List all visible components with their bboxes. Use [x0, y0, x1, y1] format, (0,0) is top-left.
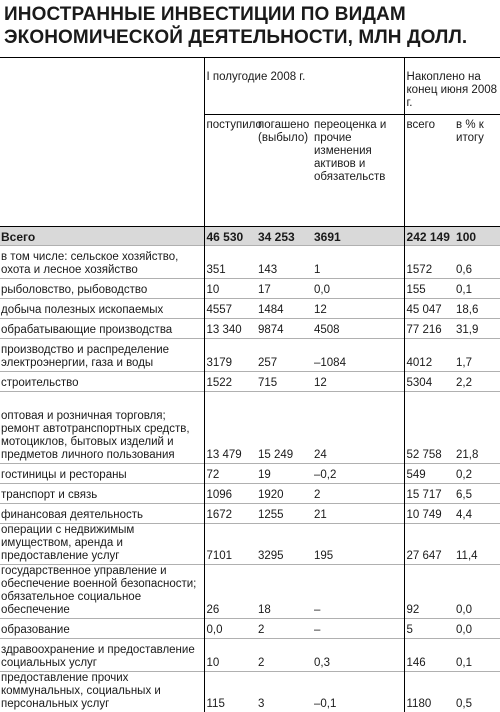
cell-repaid: 2 [256, 639, 312, 672]
cell-percent: 0,5 [454, 672, 500, 712]
table-row [0, 672, 500, 712]
cell-total: 10 749 [404, 504, 454, 524]
cell-total: 45 047 [404, 299, 454, 319]
cell-percent: 2,2 [454, 372, 500, 392]
cell-received: 0,0 [204, 619, 256, 639]
cell-repaid: 1255 [256, 504, 312, 524]
row-label: добыча полезных ископаемых [0, 299, 204, 319]
cell-received: 1522 [204, 372, 256, 392]
table-row [0, 524, 500, 565]
cell-received: 72 [204, 464, 256, 484]
cell-repaid: 257 [256, 339, 312, 372]
cell-percent: 31,9 [454, 319, 500, 339]
cell-repaid: 18 [256, 565, 312, 619]
cell-revaluation: –0,1 [312, 672, 404, 712]
cell-received: 7101 [204, 524, 256, 565]
cell-percent: 0,0 [454, 619, 500, 639]
table-row [0, 372, 500, 392]
table-row [0, 504, 500, 524]
table-row [0, 246, 500, 279]
cell-received: 1672 [204, 504, 256, 524]
row-label: здравоохранение и предоставление социальных услуг [0, 639, 204, 672]
row-label: в том числе: сельское хозяйство, охота и лесное хозяйство [0, 246, 204, 279]
row-label: рыболовство, рыбоводство [0, 279, 204, 299]
cell-percent: 100 [454, 227, 500, 246]
header-blank [0, 58, 204, 115]
cell-total: 146 [404, 639, 454, 672]
table-row [0, 392, 500, 464]
cell-revaluation: – [312, 619, 404, 639]
cell-percent: 11,4 [454, 524, 500, 565]
cell-revaluation: –0,2 [312, 464, 404, 484]
cell-received: 3179 [204, 339, 256, 372]
cell-received: 10 [204, 639, 256, 672]
row-label: финансовая деятельность [0, 504, 204, 524]
cell-revaluation: 24 [312, 392, 404, 464]
cell-percent: 6,5 [454, 484, 500, 504]
row-label: транспорт и связь [0, 484, 204, 504]
cell-repaid: 1484 [256, 299, 312, 319]
header-col-revaluation: переоценка и прочие изменения активов и обязательств [312, 115, 404, 227]
cell-total: 4012 [404, 339, 454, 372]
row-label: строительство [0, 372, 204, 392]
row-label: Всего [0, 227, 204, 246]
cell-percent: 21,8 [454, 392, 500, 464]
cell-received: 26 [204, 565, 256, 619]
cell-revaluation: 21 [312, 504, 404, 524]
table-row [0, 319, 500, 339]
cell-received: 13 479 [204, 392, 256, 464]
cell-percent: 0,1 [454, 279, 500, 299]
header-row-periods [0, 58, 500, 115]
cell-percent: 0,6 [454, 246, 500, 279]
cell-total: 52 758 [404, 392, 454, 464]
cell-total: 155 [404, 279, 454, 299]
cell-received: 115 [204, 672, 256, 712]
header-col-received: поступило [204, 115, 256, 227]
cell-total: 242 149 [404, 227, 454, 246]
header-period-accumulated: Накоплено на конец июня 2008 г. [404, 58, 500, 115]
cell-repaid: 15 249 [256, 392, 312, 464]
cell-received: 13 340 [204, 319, 256, 339]
header-col-percent: в % к итогу [454, 115, 500, 227]
cell-revaluation: –1084 [312, 339, 404, 372]
row-label: производство и распределение электроэнергии, газа и воды [0, 339, 204, 372]
row-label: операции с недвижимым имуществом, аренда и предоставление услуг [0, 524, 204, 565]
row-label: гостиницы и рестораны [0, 464, 204, 484]
cell-total: 1180 [404, 672, 454, 712]
header-col-total: всего [404, 115, 454, 227]
table-row [0, 339, 500, 372]
table-title: ИНОСТРАННЫЕ ИНВЕСТИЦИИ ПО ВИДАМ ЭКОНОМИЧЕСКОЙ ДЕЯТЕЛЬНОСТИ, МЛН ДОЛЛ. [4, 3, 496, 49]
cell-revaluation: 3691 [312, 227, 404, 246]
cell-percent: 18,6 [454, 299, 500, 319]
cell-revaluation: 12 [312, 372, 404, 392]
table-row [0, 299, 500, 319]
cell-total: 5 [404, 619, 454, 639]
cell-revaluation: 0,0 [312, 279, 404, 299]
cell-total: 77 216 [404, 319, 454, 339]
cell-revaluation: – [312, 565, 404, 619]
cell-revaluation: 2 [312, 484, 404, 504]
cell-percent: 0,2 [454, 464, 500, 484]
row-label: обрабатывающие производства [0, 319, 204, 339]
row-label: оптовая и розничная торговля; ремонт автотранспортных средств, мотоциклов, бытовых изделий и предметов личного пользования [0, 392, 204, 464]
table-row [0, 619, 500, 639]
cell-received: 4557 [204, 299, 256, 319]
cell-percent: 4,4 [454, 504, 500, 524]
table-row [0, 484, 500, 504]
table-row-total [0, 227, 500, 246]
cell-revaluation: 0,3 [312, 639, 404, 672]
cell-revaluation: 4508 [312, 319, 404, 339]
table-row [0, 639, 500, 672]
table-row [0, 464, 500, 484]
cell-repaid: 715 [256, 372, 312, 392]
cell-repaid: 9874 [256, 319, 312, 339]
header-col-repaid: погашено (выбыло) [256, 115, 312, 227]
investment-table [0, 58, 500, 712]
cell-repaid: 2 [256, 619, 312, 639]
cell-percent: 0,1 [454, 639, 500, 672]
cell-repaid: 17 [256, 279, 312, 299]
cell-repaid: 3 [256, 672, 312, 712]
cell-received: 10 [204, 279, 256, 299]
cell-total: 92 [404, 565, 454, 619]
cell-received: 1096 [204, 484, 256, 504]
cell-percent: 1,7 [454, 339, 500, 372]
cell-total: 15 717 [404, 484, 454, 504]
header-blank [0, 115, 204, 227]
cell-received: 351 [204, 246, 256, 279]
row-label: образование [0, 619, 204, 639]
cell-total: 5304 [404, 372, 454, 392]
table-row [0, 279, 500, 299]
cell-total: 27 647 [404, 524, 454, 565]
cell-repaid: 34 253 [256, 227, 312, 246]
table-row [0, 565, 500, 619]
cell-revaluation: 1 [312, 246, 404, 279]
cell-total: 1572 [404, 246, 454, 279]
row-label: предоставление прочих коммунальных, социальных и персональных услуг [0, 672, 204, 712]
cell-percent: 0,0 [454, 565, 500, 619]
cell-total: 549 [404, 464, 454, 484]
header-row-columns [0, 115, 500, 227]
header-period-half-year: I полугодие 2008 г. [204, 58, 404, 115]
row-label: государственное управление и обеспечение военной безопасности; обязательное социальное обеспечение [0, 565, 204, 619]
cell-repaid: 19 [256, 464, 312, 484]
cell-revaluation: 12 [312, 299, 404, 319]
cell-received: 46 530 [204, 227, 256, 246]
cell-repaid: 143 [256, 246, 312, 279]
cell-revaluation: 195 [312, 524, 404, 565]
cell-repaid: 3295 [256, 524, 312, 565]
cell-repaid: 1920 [256, 484, 312, 504]
